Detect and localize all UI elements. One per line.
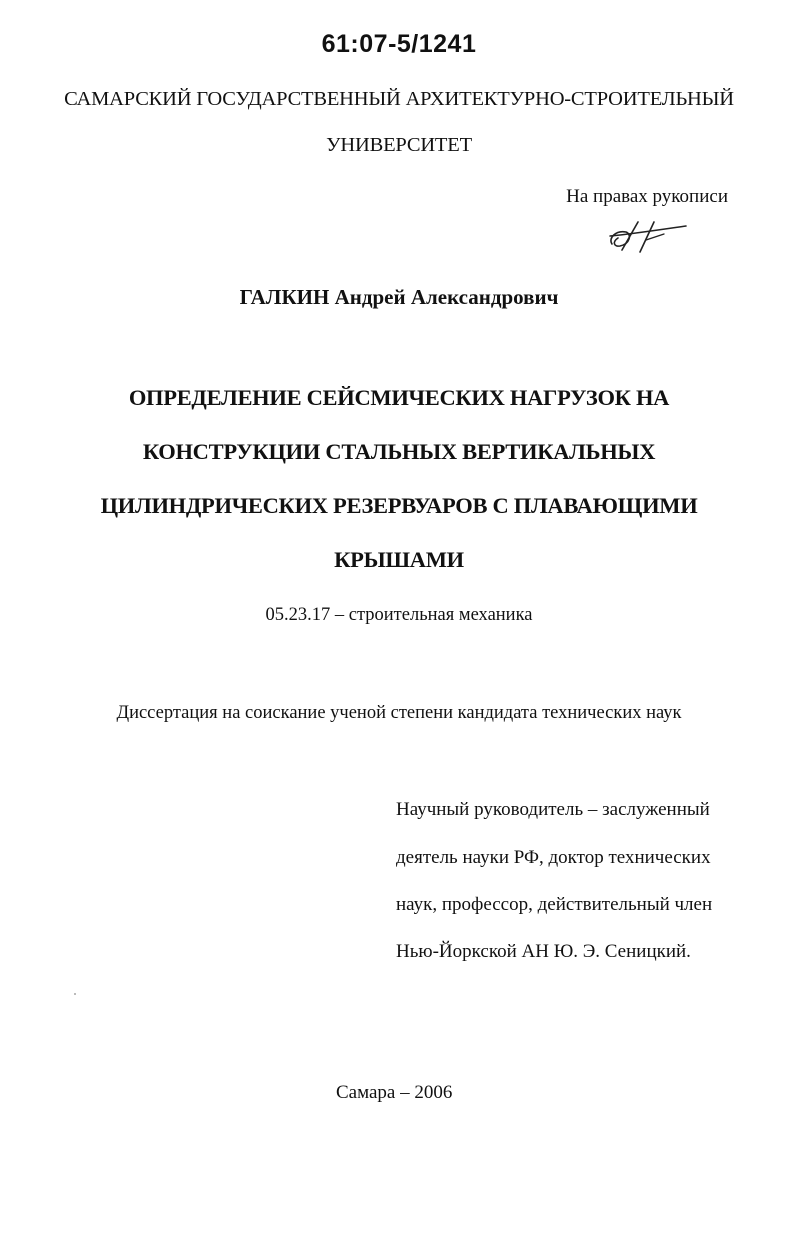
- advisor-line-3: наук, профессор, действительный член: [396, 894, 713, 915]
- dissertation-title-line-1: ОПРЕДЕЛЕНИЕ СЕЙСМИЧЕСКИХ НАГРУЗОК НА: [128, 385, 670, 410]
- catalog-number: 61:07-5/1241: [321, 30, 477, 58]
- author-name: ГАЛКИН Андрей Александрович: [239, 285, 559, 309]
- dissertation-title-line-2: КОНСТРУКЦИИ СТАЛЬНЫХ ВЕРТИКАЛЬНЫХ: [142, 439, 656, 464]
- dissertation-title-line-4: КРЫШАМИ: [334, 547, 464, 572]
- place-and-year: Самара – 2006: [336, 1082, 453, 1103]
- manuscript-rights-note: На правах рукописи: [566, 186, 728, 207]
- advisor-line-1: Научный руководитель – заслуженный: [396, 799, 710, 820]
- university-name-line-1: САМАРСКИЙ ГОСУДАРСТВЕННЫЙ АРХИТЕКТУРНО-СТРОИТЕЛЬНЫЙ: [64, 88, 734, 110]
- scan-speck: [74, 993, 76, 995]
- handwritten-signature: [602, 214, 688, 256]
- advisor-line-2: деятель науки РФ, доктор технических: [396, 847, 711, 868]
- dissertation-title-line-3: ЦИЛИНДРИЧЕСКИХ РЕЗЕРВУАРОВ С ПЛАВАЮЩИМИ: [100, 493, 698, 518]
- dissertation-degree-note: Диссертация на соискание ученой степени кандидата технических наук: [116, 703, 682, 723]
- specialty-code: 05.23.17 – строительная механика: [265, 605, 533, 625]
- advisor-line-4: Нью-Йоркской АН Ю. Э. Сеницкий.: [396, 941, 691, 962]
- university-name-line-2: УНИВЕРСИТЕТ: [326, 134, 472, 156]
